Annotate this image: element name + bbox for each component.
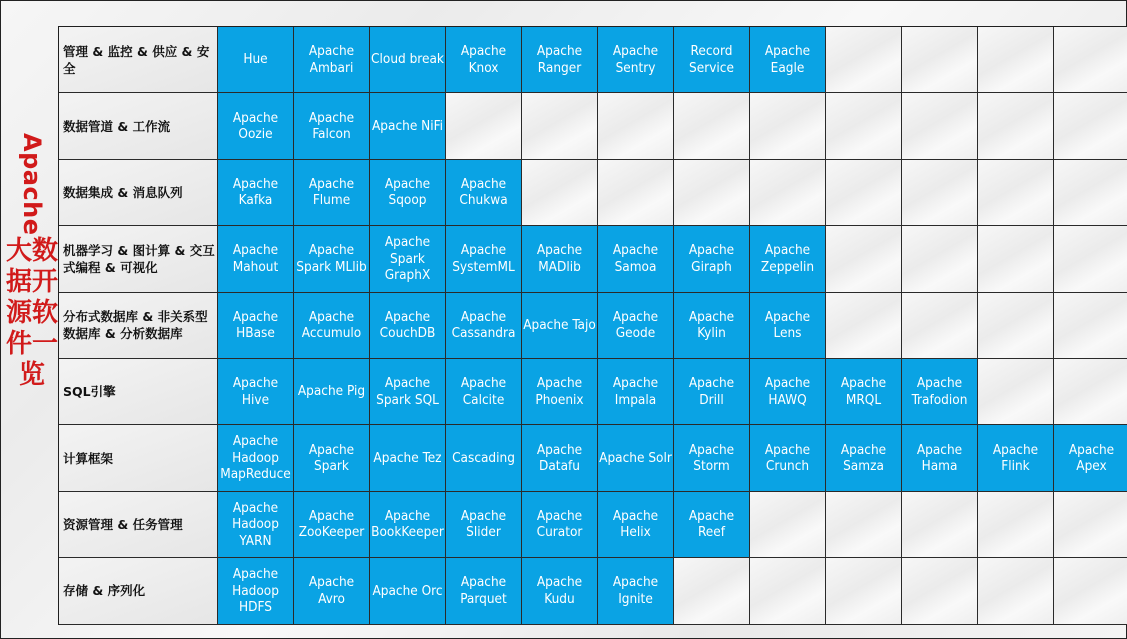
tool-cell: Apache Spark	[294, 425, 370, 491]
empty-cell	[1054, 93, 1127, 159]
tool-cell: Apache Ambari	[294, 27, 370, 93]
tool-cell: Apache Samza	[826, 425, 902, 491]
empty-cell	[902, 93, 978, 159]
tool-cell: Apache Sqoop	[370, 160, 446, 226]
tool-cell: Apache MADlib	[522, 226, 598, 292]
empty-cell	[826, 226, 902, 292]
empty-cell	[750, 93, 826, 159]
category-label: 机器学习 & 图计算 & 交互式编程 & 可视化	[59, 226, 218, 292]
tool-cell: Apache Hama	[902, 425, 978, 491]
tool-cell: Apache CouchDB	[370, 293, 446, 359]
empty-cell	[674, 558, 750, 624]
tool-cell: Apache Kylin	[674, 293, 750, 359]
tool-cell: Apache Trafodion	[902, 359, 978, 425]
tool-cell: Apache ZooKeeper	[294, 492, 370, 558]
tool-cell: Apache Geode	[598, 293, 674, 359]
empty-cell	[826, 293, 902, 359]
empty-cell	[826, 93, 902, 159]
empty-cell	[1054, 359, 1127, 425]
category-label: 数据管道 & 工作流	[59, 93, 218, 159]
empty-cell	[674, 160, 750, 226]
empty-cell	[978, 492, 1054, 558]
category-label: 数据集成 & 消息队列	[59, 160, 218, 226]
tool-cell: Apache Slider	[446, 492, 522, 558]
tool-cell: Apache NiFi	[370, 93, 446, 159]
tool-cell: Apache Samoa	[598, 226, 674, 292]
empty-cell	[902, 293, 978, 359]
empty-cell	[902, 27, 978, 93]
tool-cell: Apache Parquet	[446, 558, 522, 624]
tool-cell: Record Service	[674, 27, 750, 93]
tool-cell: Apache Lens	[750, 293, 826, 359]
tool-cell: Apache Apex	[1054, 425, 1127, 491]
empty-cell	[750, 160, 826, 226]
empty-cell	[902, 226, 978, 292]
tool-cell: Apache Giraph	[674, 226, 750, 292]
category-label: 存储 & 序列化	[59, 558, 218, 624]
tool-cell: Apache BookKeeper	[370, 492, 446, 558]
tool-cell: Apache Hadoop HDFS	[218, 558, 294, 624]
empty-cell	[1054, 160, 1127, 226]
empty-cell	[902, 492, 978, 558]
tool-cell: Apache HAWQ	[750, 359, 826, 425]
tool-cell: Apache SystemML	[446, 226, 522, 292]
empty-cell	[1054, 492, 1127, 558]
empty-cell	[750, 492, 826, 558]
empty-cell	[522, 160, 598, 226]
tool-cell: Cloud break	[370, 27, 446, 93]
tool-cell: Apache Zeppelin	[750, 226, 826, 292]
empty-cell	[598, 160, 674, 226]
empty-cell	[826, 27, 902, 93]
empty-cell	[978, 359, 1054, 425]
tool-cell: Hue	[218, 27, 294, 93]
empty-cell	[978, 160, 1054, 226]
tool-cell: Cascading	[446, 425, 522, 491]
tool-cell: Apache Impala	[598, 359, 674, 425]
tool-cell: Apache Knox	[446, 27, 522, 93]
empty-cell	[446, 93, 522, 159]
tool-cell: Apache MRQL	[826, 359, 902, 425]
category-label: 管理 & 监控 & 供应 & 安全	[59, 27, 218, 93]
title-latin: Apache	[18, 133, 46, 236]
software-table	[58, 26, 1127, 625]
tool-cell: Apache Calcite	[446, 359, 522, 425]
empty-cell	[674, 93, 750, 159]
tool-cell: Apache Ignite	[598, 558, 674, 624]
empty-cell	[978, 93, 1054, 159]
tool-cell: Apache Curator	[522, 492, 598, 558]
tool-cell: Apache Avro	[294, 558, 370, 624]
empty-cell	[1054, 558, 1127, 624]
tool-cell: Apache Mahout	[218, 226, 294, 292]
tool-cell: Apache Ranger	[522, 27, 598, 93]
tool-cell: Apache Flink	[978, 425, 1054, 491]
tool-cell: Apache Pig	[294, 359, 370, 425]
category-label: 计算框架	[59, 425, 218, 491]
empty-cell	[1054, 293, 1127, 359]
tool-cell: Apache Eagle	[750, 27, 826, 93]
tool-cell: Apache HBase	[218, 293, 294, 359]
empty-cell	[1054, 226, 1127, 292]
empty-cell	[978, 293, 1054, 359]
empty-cell	[522, 93, 598, 159]
tool-cell: Apache Storm	[674, 425, 750, 491]
empty-cell	[902, 160, 978, 226]
tool-cell: Apache Kudu	[522, 558, 598, 624]
tool-cell: Apache Hadoop YARN	[218, 492, 294, 558]
tool-cell: Apache Crunch	[750, 425, 826, 491]
category-label: 资源管理 & 任务管理	[59, 492, 218, 558]
empty-cell	[902, 558, 978, 624]
tool-cell: Apache Falcon	[294, 93, 370, 159]
empty-cell	[826, 492, 902, 558]
tool-cell: Apache Helix	[598, 492, 674, 558]
empty-cell	[978, 558, 1054, 624]
tool-cell: Apache Tajo	[522, 293, 598, 359]
tool-cell: Apache Drill	[674, 359, 750, 425]
tool-cell: Apache Oozie	[218, 93, 294, 159]
tool-cell: Apache Sentry	[598, 27, 674, 93]
tool-cell: Apache Phoenix	[522, 359, 598, 425]
tool-cell: Apache Spark SQL	[370, 359, 446, 425]
empty-cell	[978, 27, 1054, 93]
tool-cell: Apache Hadoop MapReduce	[218, 425, 294, 491]
tool-cell: Apache Spark GraphX	[370, 226, 446, 292]
empty-cell	[826, 160, 902, 226]
category-label: 分布式数据库 & 非关系型数据库 & 分析数据库	[59, 293, 218, 359]
empty-cell	[826, 558, 902, 624]
tool-cell: Apache Kafka	[218, 160, 294, 226]
title-cjk: 大数据开源软件一览	[5, 235, 58, 390]
tool-cell: Apache Chukwa	[446, 160, 522, 226]
tool-cell: Apache Solr	[598, 425, 674, 491]
tool-cell: Apache Cassandra	[446, 293, 522, 359]
tool-cell: Apache Spark MLlib	[294, 226, 370, 292]
tool-cell: Apache Hive	[218, 359, 294, 425]
tool-cell: Apache Accumulo	[294, 293, 370, 359]
tool-cell: Apache Reef	[674, 492, 750, 558]
empty-cell	[598, 93, 674, 159]
tool-cell: Apache Orc	[370, 558, 446, 624]
empty-cell	[1054, 27, 1127, 93]
vertical-title	[5, 133, 59, 523]
empty-cell	[750, 558, 826, 624]
empty-cell	[978, 226, 1054, 292]
tool-cell: Apache Tez	[370, 425, 446, 491]
tool-cell: Apache Datafu	[522, 425, 598, 491]
tool-cell: Apache Flume	[294, 160, 370, 226]
category-label: SQL引擎	[59, 359, 218, 425]
